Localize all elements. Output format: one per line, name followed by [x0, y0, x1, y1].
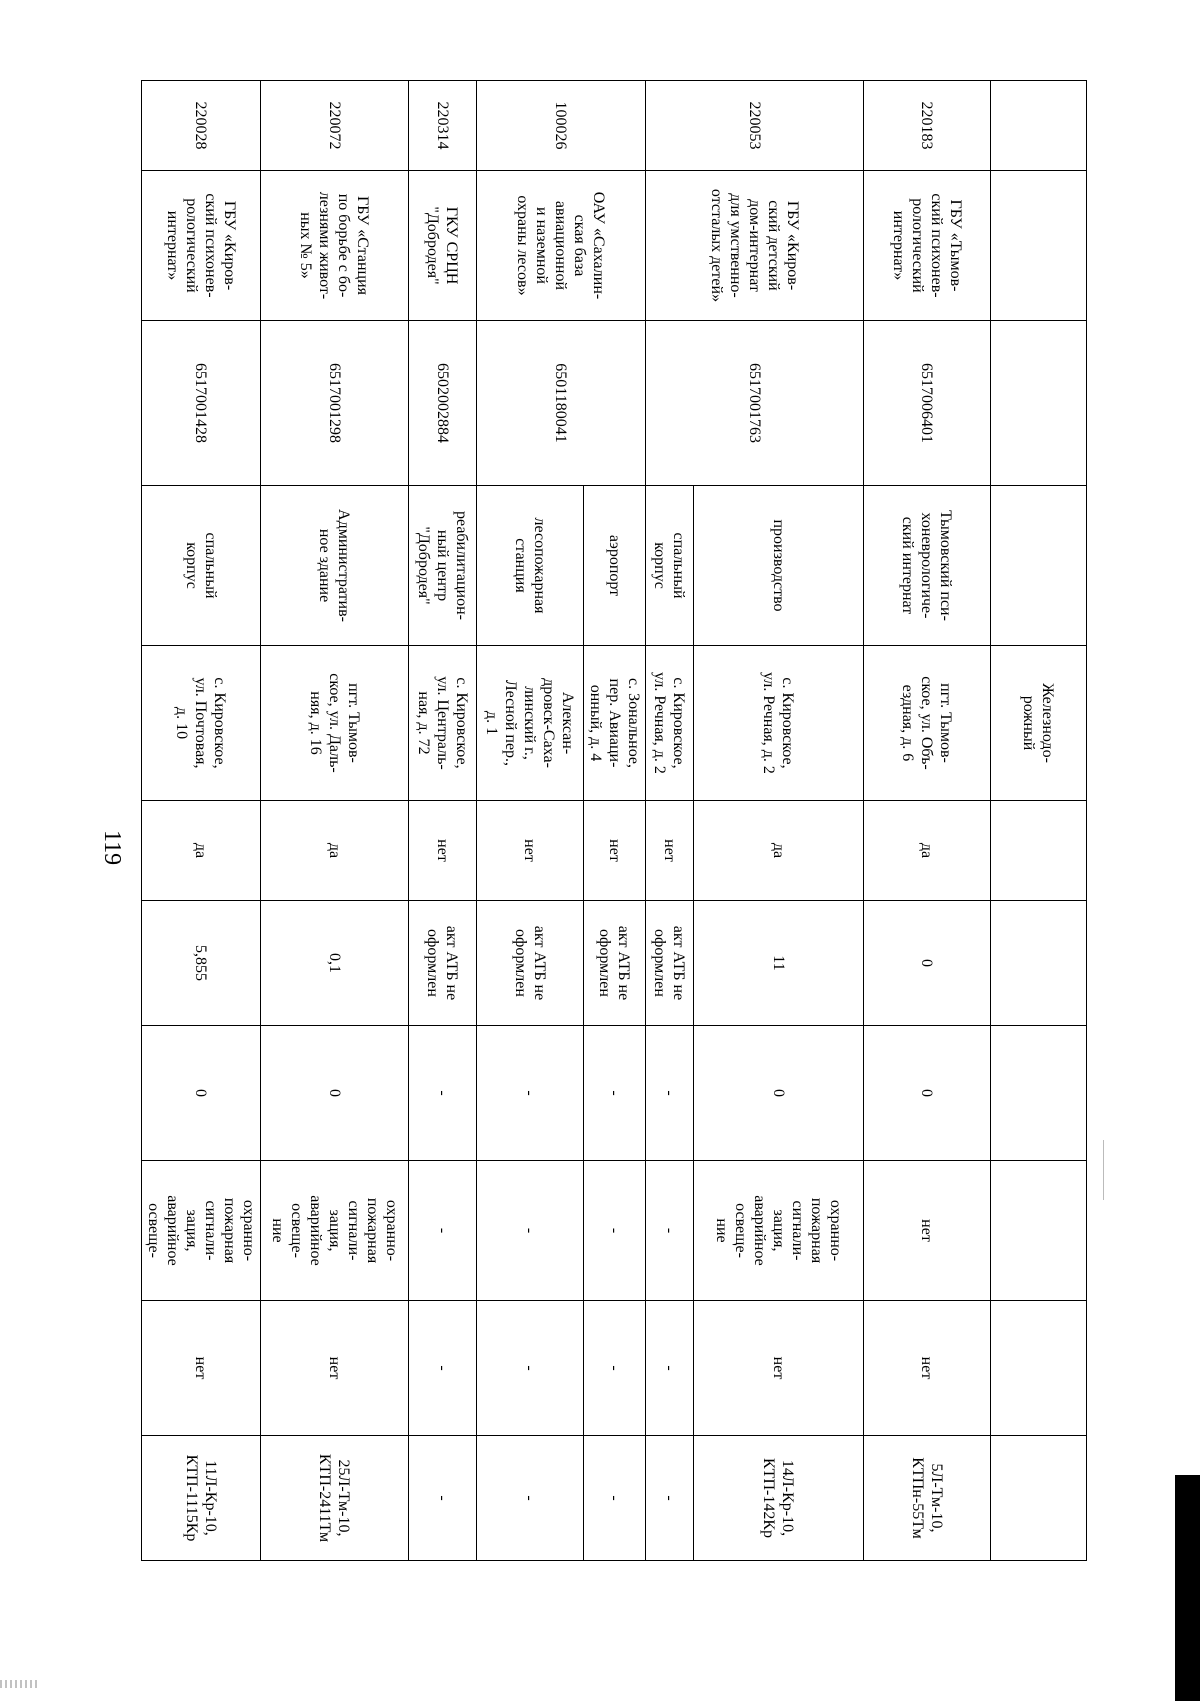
flag-cell: да [864, 801, 991, 901]
code-cell: 220314 [409, 81, 477, 171]
page-number: 119 [99, 830, 125, 866]
header-cell [991, 801, 1087, 901]
organization-cell: ГБУ «Киров- ский детский дом-интернат для умственно- отсталых детей» [646, 171, 864, 321]
address-cell: с. Кировское, ул. Речная, д. 2 [646, 646, 694, 801]
alarm-cell: - [409, 1161, 477, 1301]
count-cell: - [584, 1026, 646, 1161]
organization-cell: ГБУ «Тымов- ский психонев- рологический интернат» [864, 171, 991, 321]
code-cell: 100026 [477, 81, 646, 171]
inn-cell: 6517001298 [261, 321, 409, 486]
alarm-cell: охранно- пожарная сигнали- зация, аварийное освеще- ние [261, 1161, 409, 1301]
header-cell [991, 1301, 1087, 1436]
address-cell: с. Кировское, ул. Речная, д. 2 [694, 646, 864, 801]
substation-cell: 14Л-Кр-10, КТП-142Кр [694, 1436, 864, 1561]
value-cell: 5,855 [142, 901, 261, 1026]
count-cell: 0 [864, 1026, 991, 1161]
table-row [261, 81, 409, 1561]
object-name-cell: аэропорт [584, 486, 646, 646]
status-cell: нет [261, 1301, 409, 1436]
count-cell: - [477, 1026, 584, 1161]
substation-cell: 25Л-Тм-10, КТП-2411Тм [261, 1436, 409, 1561]
organization-cell: ГБУ «Киров- ский психонев- рологический интернат» [142, 171, 261, 321]
alarm-cell: охранно- пожарная сигнали- зация, аварийное освеще- ние [694, 1161, 864, 1301]
inn-cell: 6517001763 [646, 321, 864, 486]
objects-table [141, 80, 1087, 1561]
organization-cell: ГБУ «Станция по борьбе с бо- лезнями живот- ных № 5» [261, 171, 409, 321]
code-cell: 220072 [261, 81, 409, 171]
inn-cell: 6502002884 [409, 321, 477, 486]
inn-cell: 6517006401 [864, 321, 991, 486]
value-cell: акт АТБ не оформлен [409, 901, 477, 1026]
substation-cell: 5Л-Тм-10, КТПн-55Тм [864, 1436, 991, 1561]
alarm-cell: - [477, 1161, 584, 1301]
header-cell [991, 81, 1087, 171]
header-cell [991, 1161, 1087, 1301]
flag-cell: да [261, 801, 409, 901]
status-cell: - [646, 1301, 694, 1436]
address-cell: с. Кировское, ул. Централь- ная, д. 72 [409, 646, 477, 801]
alarm-cell: нет [864, 1161, 991, 1301]
flag-cell: да [142, 801, 261, 901]
scan-edge-bar [1175, 1475, 1200, 1701]
address-cell: с. Кировское, ул. Почтовая, д. 10 [142, 646, 261, 801]
inn-cell: 6501180041 [477, 321, 646, 486]
status-cell: нет [142, 1301, 261, 1436]
object-name-cell: спальный корпус [646, 486, 694, 646]
header-cell [991, 901, 1087, 1026]
scan-noise [0, 1680, 40, 1688]
inn-cell: 6517001428 [142, 321, 261, 486]
address-cell: Алексан- дровск-Саха- линский г., Лесной пер., д. 1 [477, 646, 584, 801]
header-cell [991, 1026, 1087, 1161]
status-cell: - [477, 1301, 584, 1436]
substation-cell: - [646, 1436, 694, 1561]
flag-cell: да [694, 801, 864, 901]
alarm-cell: охранно- пожарная сигнали- зация, аварийное освеще- [142, 1161, 261, 1301]
object-name-cell: Административ- ное здание [261, 486, 409, 646]
header-cell [991, 171, 1087, 321]
flag-cell: нет [477, 801, 584, 901]
flag-cell: нет [584, 801, 646, 901]
count-cell: 0 [261, 1026, 409, 1161]
header-cell [991, 321, 1087, 486]
value-cell: акт АТБ не оформлен [646, 901, 694, 1026]
status-cell: нет [864, 1301, 991, 1436]
value-cell: 0 [864, 901, 991, 1026]
table-row [694, 81, 864, 1561]
status-cell: - [584, 1301, 646, 1436]
header-cell [991, 486, 1087, 646]
value-cell: акт АТБ не оформлен [477, 901, 584, 1026]
value-cell: акт АТБ не оформлен [584, 901, 646, 1026]
table-row [409, 81, 477, 1561]
substation-cell: - [477, 1436, 584, 1561]
object-name-cell: производство [694, 486, 864, 646]
count-cell: 0 [694, 1026, 864, 1161]
header-row [991, 81, 1087, 1561]
header-cell [991, 1436, 1087, 1561]
value-cell: 11 [694, 901, 864, 1026]
substation-cell: 11Л-Кр-10, КТП-1115Кр [142, 1436, 261, 1561]
code-cell: 220053 [646, 81, 864, 171]
address-cell: пгт. Тымов- ское, ул. Даль- няя, д. 16 [261, 646, 409, 801]
object-name-cell: Тымовский пси- хоневрологиче- ский интернат [864, 486, 991, 646]
count-cell: 0 [142, 1026, 261, 1161]
alarm-cell: - [646, 1161, 694, 1301]
substation-cell: - [409, 1436, 477, 1561]
object-name-cell: лесопожарная станция [477, 486, 584, 646]
value-cell: 0,1 [261, 901, 409, 1026]
table-row [864, 81, 991, 1561]
code-cell: 220028 [142, 81, 261, 171]
address-cell: с. Зональное, пер. Авиаци- онный, д. 4 [584, 646, 646, 801]
flag-cell: нет [409, 801, 477, 901]
count-cell: - [409, 1026, 477, 1161]
alarm-cell: - [584, 1161, 646, 1301]
address-cell: пгт. Тымов- ское, ул. Объ- ездная, д. 6 [864, 646, 991, 801]
substation-cell: - [584, 1436, 646, 1561]
rotated-table-container [145, 80, 1087, 1560]
organization-cell: ОАУ «Сахалин- ская база авиационной и наземной охраны лесов» [477, 171, 646, 321]
scan-artifact-line [1103, 1140, 1104, 1200]
table-row [584, 81, 646, 1561]
code-cell: 220183 [864, 81, 991, 171]
header-cell-railway: Железнодо- рожный [991, 646, 1087, 801]
object-name-cell: спальный корпус [142, 486, 261, 646]
object-name-cell: реабилитацион- ный центр "Добродея" [409, 486, 477, 646]
status-cell: нет [694, 1301, 864, 1436]
table-row [142, 81, 261, 1561]
count-cell: - [646, 1026, 694, 1161]
status-cell: - [409, 1301, 477, 1436]
flag-cell: нет [646, 801, 694, 901]
organization-cell: ГКУ СРЦН "Добродея" [409, 171, 477, 321]
